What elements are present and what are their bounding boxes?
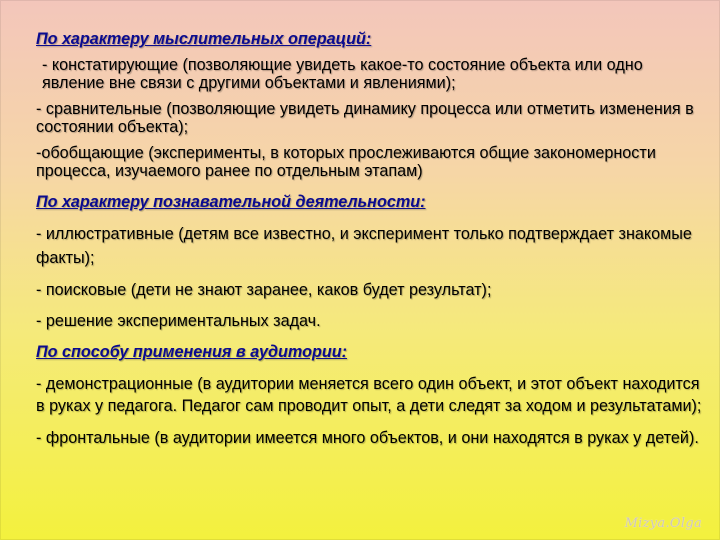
list-item-demonstration: - демонстрационные (в аудитории меняется всего один объект, и этот объект находится в руках у педагога. Педагог сам проводит опыт, а дети следят за ходом и результатами); xyxy=(36,375,702,415)
list-item-experimental-tasks: - решение экспериментальных задач. xyxy=(36,312,321,330)
list-item-illustrative: - иллюстративные (детям все известно, и эксперимент только подтверждает знакомые факты); xyxy=(36,225,692,267)
list-item-ascertaining: - констатирующие (позволяющие увидеть какое-то состояние объекта или одно явление вне связи с другими объектами и явлениями); xyxy=(42,56,643,92)
list-item-search: - поисковые (дети не знают заранее, каков будет результат); xyxy=(36,281,492,299)
slide-content xyxy=(36,30,702,450)
list-item-frontal: - фронтальные (в аудитории имеется много объектов, и они находятся в руках у детей). xyxy=(36,429,699,447)
section-heading-cognitive-activity: По характеру познавательной деятельности: xyxy=(36,193,426,211)
section-heading-application-method: По способу применения в аудитории: xyxy=(36,343,348,361)
author-signature: Mizya.Olga xyxy=(624,516,702,531)
list-item-comparative: - сравнительные (позволяющие увидеть динамику процесса или отметить изменения в состоянии объекта); xyxy=(36,100,694,136)
section-heading-thinking-operations: По характеру мыслительных операций: xyxy=(36,30,372,48)
list-item-generalizing: -обобщающие (эксперименты, в которых прослеживаются общие закономерности процесса, изучаемого ранее по отдельным этапам) xyxy=(36,144,656,180)
